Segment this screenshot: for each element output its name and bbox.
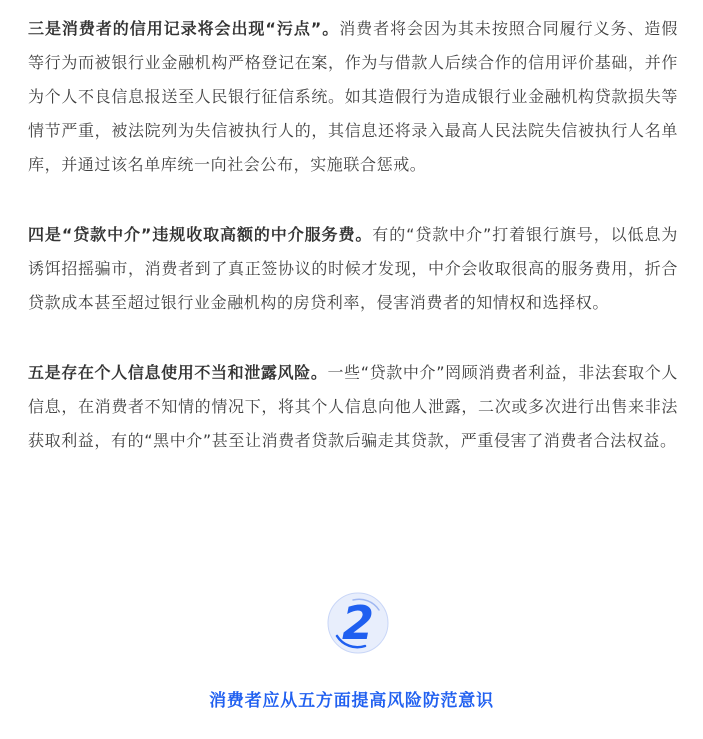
paragraph-lead: 四是“贷款中介”违规收取高额的中介服务费。 [28, 225, 373, 244]
section-number: 2 [341, 596, 374, 650]
paragraph-text: 有的“贷款中介”打着银行旗号，以低息为诱饵招摇骗市，消费者到了真正签协议的时候才发现，中介会收取很高的服务费用，折合贷款成本甚至超过银行业金融机构的房贷利率，侵害消费者的知情权和选择权。 [28, 225, 678, 312]
paragraph-lead: 五是存在个人信息使用不当和泄露风险。 [28, 363, 328, 382]
section-title: 消费者应从五方面提高风险防范意识 [209, 691, 494, 711]
section-number-badge [327, 592, 389, 654]
paragraph-text: 消费者将会因为其未按照合同履行义务、造假等行为而被银行业金融机构严格登记在案，作为与借款人后续合作的信用评价基础，并作为个人不良信息报送至人民银行征信系统。如其造假行为造成银行业金融机构贷款损失等情节严重，被法院列为失信被执行人的，其信息还将录入最高人民法院失信被执行人名单库，并通过该名单库统一向社会公布，实施联合惩戒。 [28, 19, 678, 174]
paragraph-text: 一些“贷款中介”罔顾消费者利益，非法套取个人信息，在消费者不知情的情况下，将其个人信息向他人泄露，二次或多次进行出售来非法获取利益，有的“黑中介”甚至让消费者贷款后骗走其贷款，严重侵害了消费者合法权益。 [28, 363, 678, 450]
paragraph-intermediary-fees [28, 218, 678, 320]
article-body [28, 12, 678, 494]
paragraph-lead: 三是消费者的信用记录将会出现“污点”。 [28, 19, 340, 38]
paragraph-credit-record [28, 12, 678, 182]
paragraph-personal-info-risk [28, 356, 678, 458]
